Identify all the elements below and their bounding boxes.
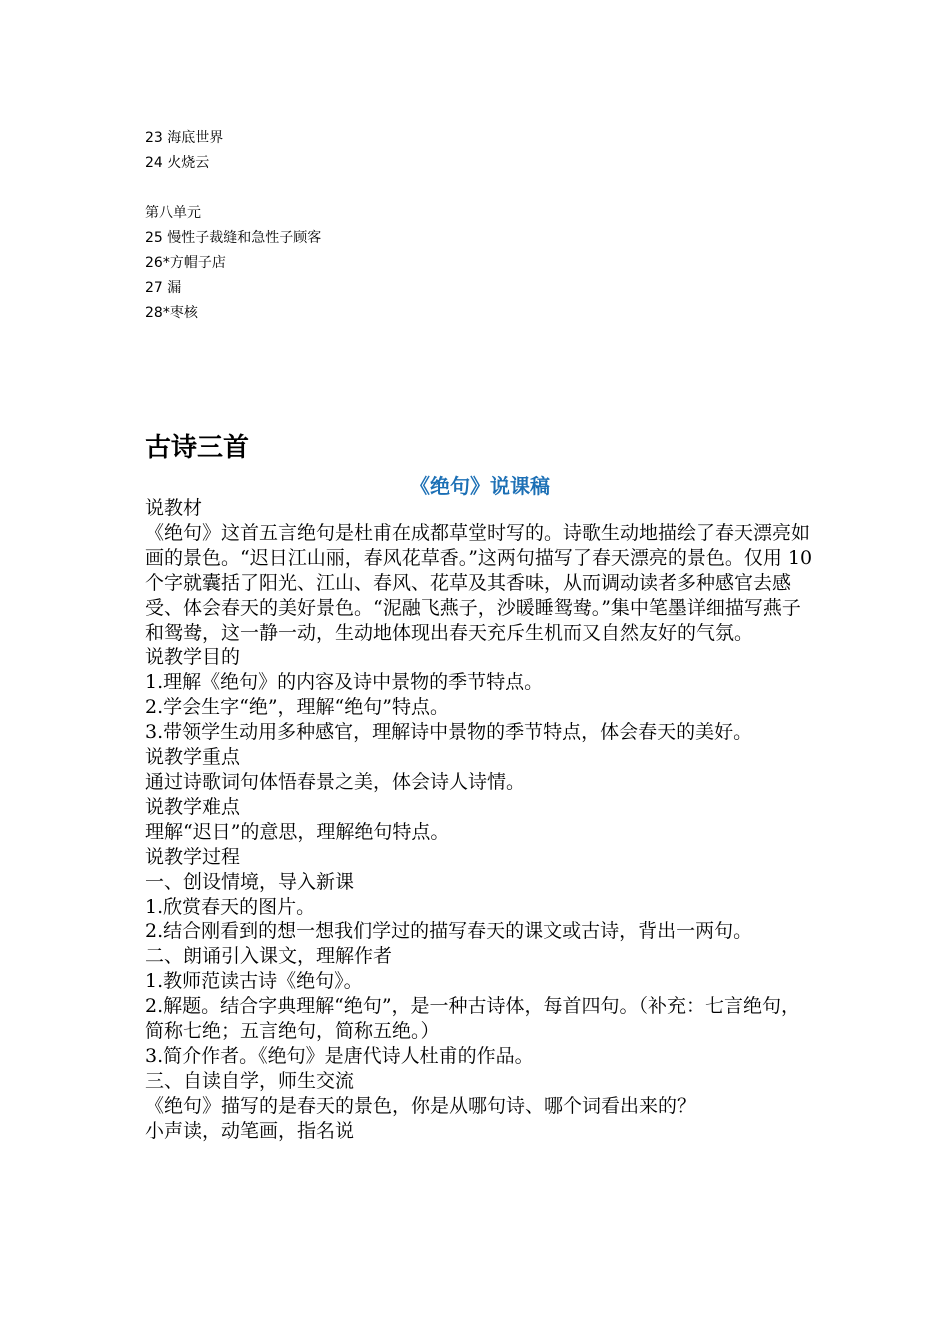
paragraph: 通过诗歌词句体悟春景之美，体会诗人诗情。 — [145, 770, 526, 793]
toc-item: 27 漏 — [145, 280, 182, 296]
toc-spacer — [145, 176, 745, 201]
toc-item: 25 慢性子裁缝和急性子顾客 — [145, 230, 322, 246]
list-item: 2.结合刚看到的想一想我们学过的描写春天的课文或古诗，背出一两句。 — [145, 920, 753, 943]
heading-objectives: 说教学目的 — [145, 646, 241, 669]
table-of-contents — [145, 126, 745, 326]
document-body — [145, 496, 815, 1144]
list-item: 1.理解《绝句》的内容及诗中景物的季节特点。 — [145, 671, 544, 694]
toc-item: 24 火烧云 — [145, 155, 210, 171]
list-item: 2.学会生字“绝”，理解“绝句”特点。 — [145, 696, 449, 719]
list-item: 2.解题。结合字典理解“绝句”，是一种古诗体，每首四句。（补充：七言绝句，简称七绝；五言绝句，简称五绝。） — [145, 995, 801, 1043]
toc-unit-heading: 第八单元 — [145, 205, 201, 221]
toc-item: 23 海底世界 — [145, 130, 224, 146]
heading-process: 说教学过程 — [145, 845, 241, 868]
toc-item: 26*方帽子店 — [145, 255, 226, 271]
paragraph: 小声读，动笔画，指名说 — [145, 1119, 355, 1142]
list-item: 3.带领学生动用多种感官，理解诗中景物的季节特点，体会春天的美好。 — [145, 721, 753, 744]
paragraph: 《绝句》这首五言绝句是杜甫在成都草堂时写的。诗歌生动地描绘了春天漂亮如画的景色。“迟日江山丽，春风花草香。”这两句描写了春天漂亮的景色。仅用 10 个字就囊括了阳光、江山、春风、花草及其香味，从而调动读者多种感官去感受、体会春天的美好景色。“泥融飞燕子，沙暖睡鸳鸯。”集中笔墨详细描写燕子和鸳鸯，这一静一动，生动地体现出春天充斥生机而又自然友好的气氛。 — [145, 521, 813, 644]
list-item: 1.欣赏春天的图片。 — [145, 895, 316, 918]
document-title: 《绝句》说课稿 — [410, 474, 550, 498]
heading-key-points: 说教学重点 — [145, 746, 241, 769]
heading-textbook: 说教材 — [145, 497, 203, 519]
list-item: 3.简介作者。《绝句》是唐代诗人杜甫的作品。 — [145, 1044, 534, 1067]
subheading: 三、自读自学，师生交流 — [145, 1069, 355, 1092]
heading-difficulties: 说教学难点 — [145, 795, 241, 818]
paragraph: 理解“迟日”的意思，理解绝句特点。 — [145, 820, 450, 843]
paragraph: 《绝句》描写的是春天的景色，你是从哪句诗、哪个词看出来的？ — [145, 1094, 697, 1117]
list-item: 1.教师范读古诗《绝句》。 — [145, 970, 363, 993]
subheading: 二、朗诵引入课文，理解作者 — [145, 945, 393, 968]
subheading: 一、创设情境，导入新课 — [145, 870, 355, 893]
toc-item: 28*枣核 — [145, 305, 198, 321]
section-title: 古诗三首 — [145, 433, 250, 463]
